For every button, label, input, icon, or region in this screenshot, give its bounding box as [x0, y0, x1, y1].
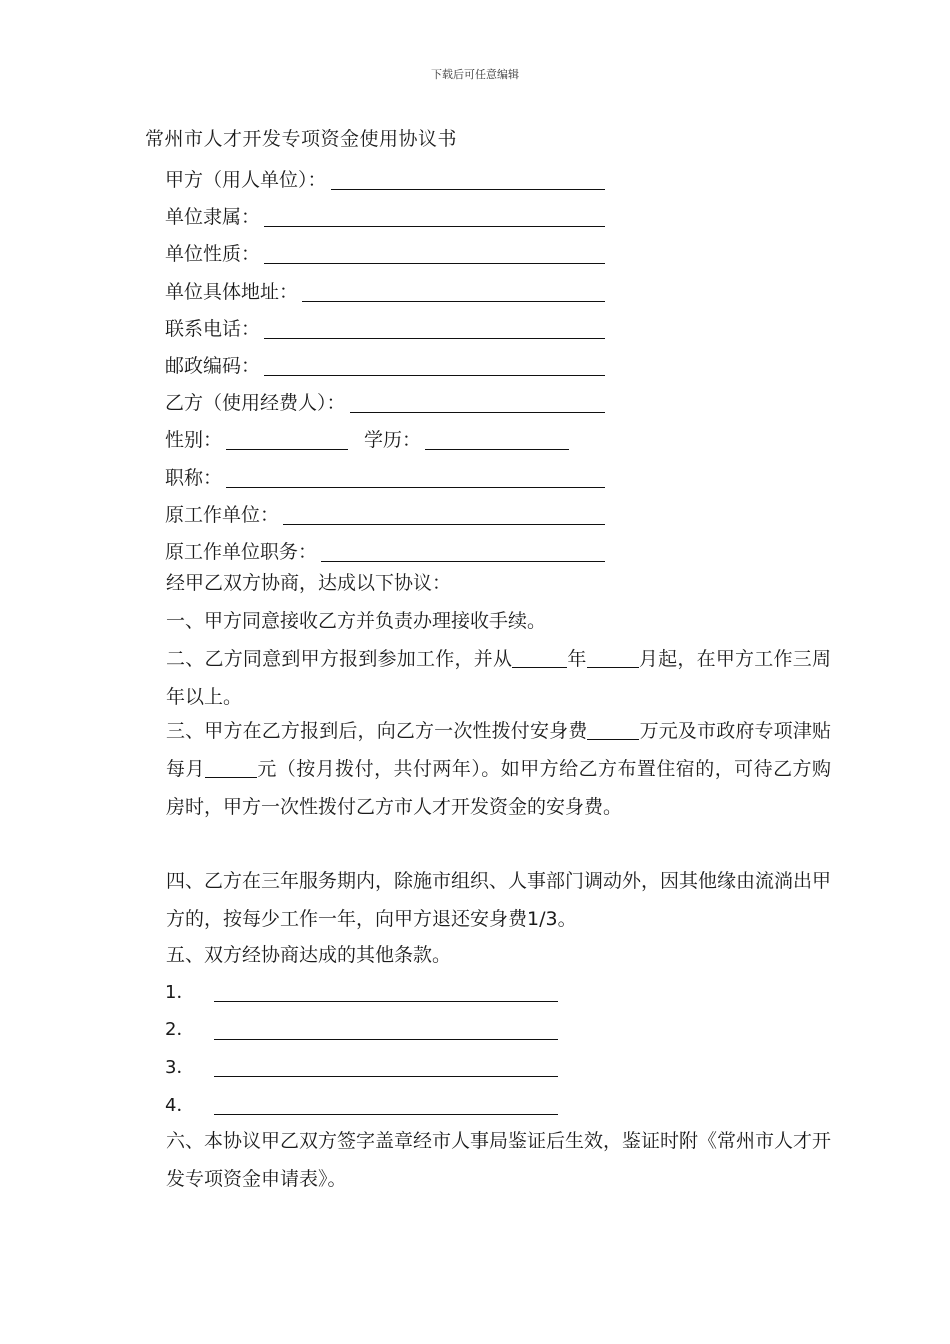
fill-blank — [512, 647, 567, 668]
intro-paragraph: 经甲乙双方协商，达成以下协议： — [166, 572, 452, 594]
fill-blank — [321, 539, 605, 562]
field-label: 联系电话： — [165, 317, 261, 340]
fill-blank — [587, 647, 639, 668]
clause-3: 三、甲方在乙方报到后，向乙方一次性拨付安身费 万元及市政府专项津贴每月 元（按月拨付，共付两年）。如甲方给乙方布置住宿的，可待乙方购房时，甲方一次性拨付乙方市人才开发资金的安身费。 — [166, 720, 831, 818]
field-title — [165, 458, 605, 495]
fill-blank — [205, 757, 257, 778]
field-label: 邮政编码： — [165, 355, 261, 378]
field-nature — [165, 234, 605, 271]
fill-blank — [264, 241, 605, 264]
fill-blank — [226, 465, 605, 488]
list-item: 2． — [165, 1010, 558, 1048]
fill-blank — [350, 390, 605, 413]
fill-blank — [214, 1092, 558, 1115]
field-gender-education — [165, 420, 605, 457]
field-label-education: 学历： — [364, 429, 422, 452]
document-title: 常州市人才开发专项资金使用协议书 — [145, 128, 458, 150]
fill-blank — [331, 167, 605, 190]
list-item: 4． — [165, 1085, 558, 1123]
field-label: 乙方（使用经费人）： — [165, 392, 346, 415]
clause-2: 二、乙方同意到甲方报到参加工作，并从 年 月起，在甲方工作三周年以上。 — [166, 648, 831, 708]
fill-blank — [226, 427, 348, 450]
field-label: 甲方（用人单位）： — [165, 169, 327, 192]
field-label: 原工作单位： — [165, 503, 280, 526]
fill-blank — [425, 427, 569, 450]
other-terms-list — [165, 972, 558, 1122]
list-item: 1． — [165, 972, 558, 1010]
fill-blank — [264, 204, 605, 227]
field-former-unit — [165, 495, 605, 532]
clause-4: 四、乙方在三年服务期内，除施市组织、人事部门调动外，因其他缘由流淌出甲方的，按每少工作一年，向甲方退还安身费1/3。 — [166, 870, 832, 930]
fill-blank — [302, 279, 605, 302]
fill-blank — [587, 719, 639, 740]
fill-blank — [214, 1054, 558, 1077]
field-label: 性别： — [165, 429, 223, 452]
field-label: 单位隶属： — [165, 206, 261, 229]
list-item: 3． — [165, 1047, 558, 1085]
page-header: 下载后可任意编辑 — [431, 68, 519, 81]
fill-blank — [264, 353, 605, 376]
info-fields — [165, 160, 605, 569]
field-label: 原工作单位职务： — [165, 540, 318, 563]
field-postcode — [165, 346, 605, 383]
field-address — [165, 272, 605, 309]
clause-1: 一、甲方同意接收乙方并负责办理接收手续。 — [166, 610, 547, 632]
fill-blank — [283, 502, 605, 525]
clause-6: 六、本协议甲乙双方签字盖章经市人事局鉴证后生效，鉴证时附《常州市人才开发专项资金申请表》。 — [166, 1130, 832, 1190]
clause-5: 五、双方经协商达成的其他条款。 — [166, 944, 452, 966]
field-label: 单位具体地址： — [165, 280, 299, 303]
fill-blank — [264, 316, 605, 339]
fill-blank — [214, 979, 558, 1002]
field-phone — [165, 309, 605, 346]
field-party-a — [165, 160, 605, 197]
field-label: 职称： — [165, 466, 223, 489]
field-affiliation — [165, 197, 605, 234]
field-party-b — [165, 383, 605, 420]
fill-blank — [214, 1017, 558, 1040]
field-label: 单位性质： — [165, 243, 261, 266]
